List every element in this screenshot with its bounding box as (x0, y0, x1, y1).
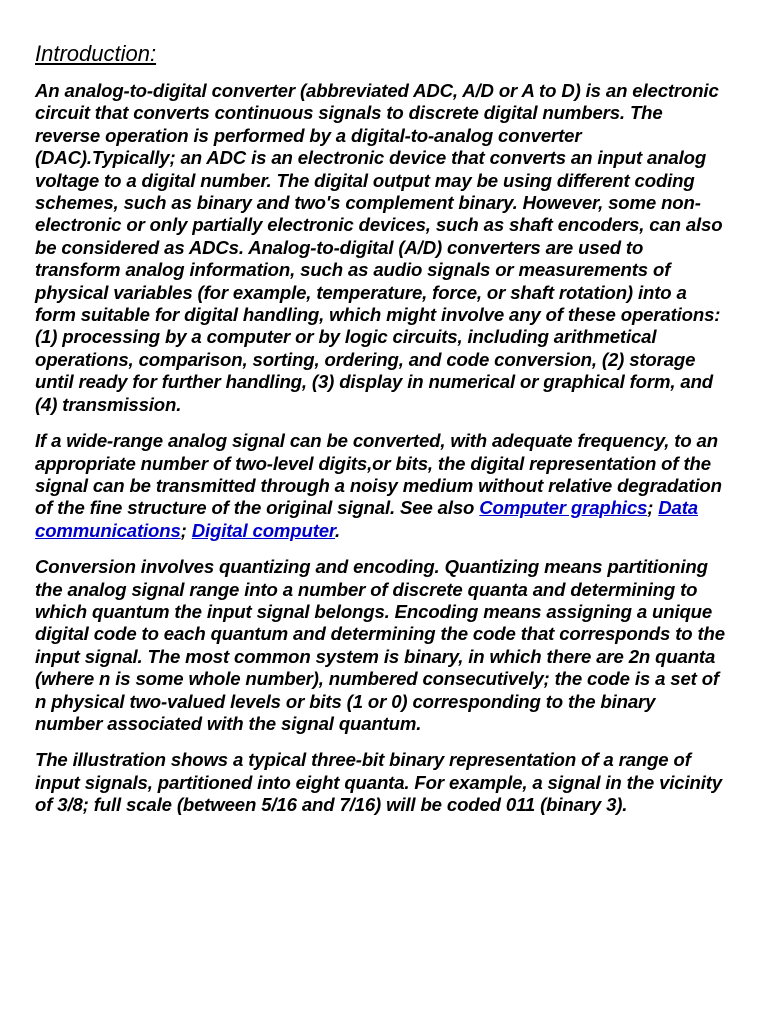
separator: ; (647, 497, 659, 519)
link-digital-computer[interactable]: Digital computer (191, 519, 335, 541)
section-heading: Introduction: (35, 41, 157, 66)
document-page (35, 40, 725, 831)
paragraph-illustration: The illustration shows a typical three-bit binary representation of a range of input signals, partitioned into eight quanta. For example, a signal in the vicinity of 3/8; full scale (between 5/16 and 7/16) will be coded 011 (binary 3). (35, 749, 722, 816)
paragraph-wide-range-signal (35, 430, 725, 542)
paragraph-text: If a wide-range analog signal can be converted, with adequate frequency, to an appropriate number of two-level digits,or bits, the digital representation of the signal can be transmitted through a noisy medium without relative degradation of the fine structure of the original signal. See also (35, 430, 722, 519)
link-computer-graphics[interactable]: Computer graphics (479, 497, 648, 519)
period: . (335, 519, 341, 541)
paragraph-conversion: Conversion involves quantizing and encoding. Quantizing means partitioning the analog signal range into a number of discrete quanta and determining to which quantum the input signal belongs. Encoding means assigning a unique digital code to each quantum and determining the code that corresponds to the input signal. The most common system is binary, in which there are 2n quanta (where n is some whole number), numbered consecutively; the code is a set of n physical two-valued levels or bits (1 or 0) corresponding to the binary number associated with the signal quantum. (35, 556, 725, 734)
link-data-communications[interactable]: Data communications (35, 497, 698, 541)
paragraph-adc-definition: An analog-to-digital converter (abbreviated ADC, A/D or A to D) is an electronic circuit that converts continuous signals to discrete digital numbers. The reverse operation is performed by a digital-to-analog converter (DAC).Typically; an ADC is an electronic device that converts an input analog voltage to a digital number. The digital output may be using different coding schemes, such as binary and two's complement binary. However, some non-electronic or only partially electronic devices, such as shaft encoders, can also be considered as ADCs. Analog-to-digital (A/D) converters are used to transform analog information, such as audio signals or measurements of physical variables (for example, temperature, force, or shaft rotation) into a form suitable for digital handling, which might involve any of these operations: (1) processing by a computer or by logic circuits, including arithmetical operations, comparison, sorting, ordering, and code conversion, (2) storage until ready for further handling, (3) display in numerical or graphical form, and (4) transmission. (35, 80, 723, 415)
separator: ; (180, 519, 192, 541)
